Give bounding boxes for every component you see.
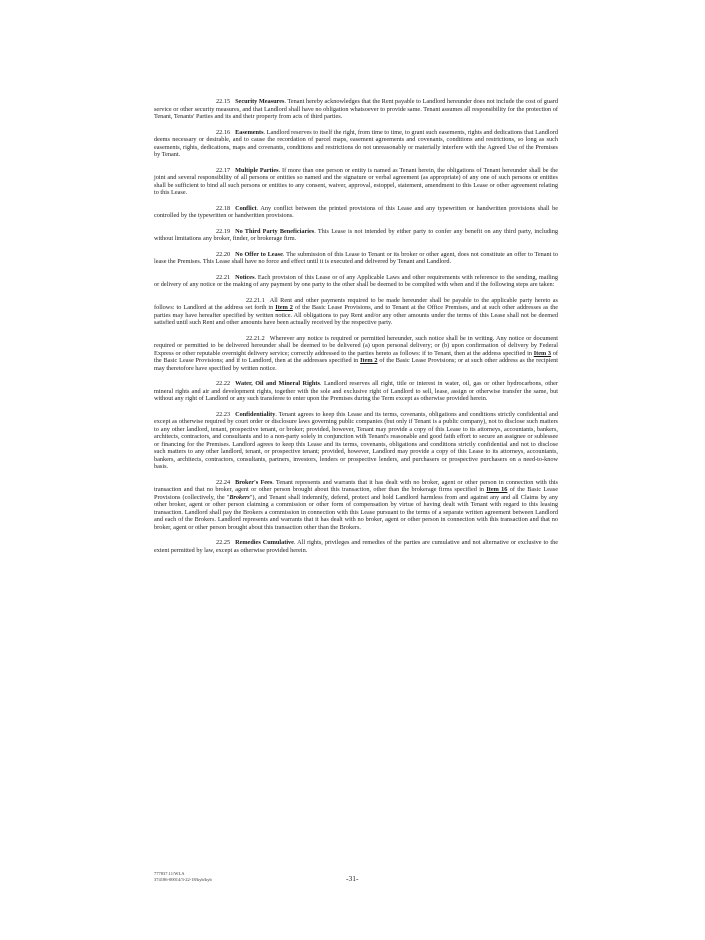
section-22-23: [154, 411, 558, 471]
section-text: . The submission of this Lease to Tenant or its broker or other agent, does not constitute an offer to Tenant to lease the Premises. This Lease shall have no force and effect until it is executed and delivered by Tenant and Landlord.: [154, 250, 558, 265]
section-title: Easements: [235, 128, 264, 136]
footer-document-ids: [154, 871, 212, 883]
footer-doc-id: 374186-00014/3-22-18/kyb/kyb: [154, 877, 212, 882]
section-22-18: [154, 205, 558, 220]
section-number: 22.15: [216, 98, 231, 105]
subsection-text: All Rent and other payments required to be made hereunder shall be payable to the applicable party hereto as follows: to Landlord at the address set forth in: [154, 296, 558, 311]
section-22-22: [154, 380, 558, 403]
section-22-24: [154, 479, 558, 532]
page-number: -31-: [346, 874, 359, 883]
section-text: . All rights, privileges and remedies of the parties are cumulative and not alternative or exclusive to the extent permitted by law, except as otherwise provided herein.: [154, 539, 558, 554]
item-reference: Item 2: [275, 304, 293, 311]
section-text: . Tenant hereby acknowledges that the Rent payable to Landlord hereunder does not include the cost of guard service or other security measures, and that Landlord shall have no obligation whatsoever to provide same. Tenant assumes all responsibility for the protection of Tenant, Tenants' Parties and its and their property from acts of third parties.: [154, 98, 558, 120]
section-number: 22.20: [216, 250, 231, 258]
item-reference: Item 16: [486, 486, 508, 493]
section-22-21: [154, 274, 558, 289]
section-number: 22.19: [216, 227, 231, 235]
section-number: 22.24: [216, 478, 231, 486]
defined-term: Brokers: [229, 493, 250, 501]
section-title: No Offer to Lease: [235, 250, 283, 258]
section-text: of the Basic Lease Provisions (collectively, the ": [154, 486, 558, 501]
subsection-text: of the Basic Lease Provisions; and if to Landlord, then at the addresses specified in: [154, 349, 558, 364]
section-22-19: [154, 228, 558, 243]
item-reference: Item 3: [533, 349, 552, 357]
section-text: . Tenant represents and warrants that it has dealt with no broker, agent or other person in connection with this transaction and that no broker, agent or other person brought about this transaction, other than the brokerage firms specified in: [154, 478, 558, 493]
section-22-17: [154, 167, 558, 197]
section-number: 22.18: [216, 204, 231, 212]
section-text: . Landlord reserves all right, title or interest in water, oil, gas or other hydrocarbons, other mineral rights and air and development rights, together with the sole and exclusive right of Landlord to sell, lease, assign or otherwise transfer the same, but without any right of Landlord or any such transferee to enter upon the Premises during the Term except as otherwise provided herein.: [154, 380, 558, 402]
subsection-number: 22.21.1: [246, 296, 265, 304]
item-reference: Item 2: [360, 357, 378, 364]
footer-doc-id: 777837.11/WLA: [154, 871, 185, 876]
section-number: 22.21: [216, 273, 231, 281]
section-title: Notices: [235, 273, 255, 281]
subsection-22-21-2: [154, 335, 558, 373]
section-text: . Tenant agrees to keep this Lease and its terms, covenants, obligations and conditions strictly confidential and except as otherwise required by court order or disclosure laws governing public companies (but only if Tenant is a public company), not to disclose such matters to any other landlord, tenant, prospective tenant, or broker; provided, however, Tenant may provide a copy of this Lease to its attorneys, accountants, bankers, architects, contractors, and consultants and to a non-party solely in conjunction with Tenant's reasonable and good faith effort to secure an assignee or sublessee or financing for the Premises. Landlord agrees to keep this Lease and its terms, covenants, obligations and conditions strictly confidential and not to disclose such matters to any other landlord, tenant, or prospective tenant; provided, however, Landlord may provide a copy of this Lease to its attorneys, accountants, bankers, architects, contractors, consultants, partners, investors, lenders or prospective lenders, and purchasers or prospective purchasers on a need-to-know basis.: [154, 410, 558, 470]
section-text: . Any conflict between the printed provisions of this Lease and any typewritten or handwritten provisions shall be controlled by the typewritten or handwritten provisions.: [154, 204, 558, 219]
section-22-15: [154, 98, 558, 121]
section-title: Confidentiality: [235, 410, 276, 418]
document-body: [154, 98, 558, 562]
section-title: Security Measures: [235, 98, 285, 105]
subsection-22-21-1: [154, 297, 558, 327]
subsection-text: of the Basic Lease Provisions; or at such other address as the recipient may theretofore have specified by written notice.: [154, 357, 558, 372]
subsection-text: Wherever any notice is required or permitted hereunder, such notice shall be in writing. Any notice or document required or permitted to be delivered hereunder shall be deemed to be delivered (a) upon personal delivery; or (b) upon confirmation of delivery by Federal Express or other reputable overnight delivery service; correctly addressed to the parties hereto as follows: if to Tenant, then at the address specified in: [154, 334, 558, 357]
section-number: 22.23: [216, 410, 231, 418]
subsection-text: of the Basic Lease Provisions, and to Tenant at the Office Premises, and at such other addresses as the parties may have hereafter specified by written notice. All obligations to pay Rent and/or any other amounts under the terms of this Lease shall not be deemed satisfied until such Rent and other amounts have been actually received by the respective party.: [154, 304, 558, 326]
section-number: 22.17: [216, 166, 231, 174]
section-text: . Each provision of this Lease or of any Applicable Laws and other requirements with reference to the sending, mailing or delivery of any notice or the making of any payment by one party to the other shall be deemed to be complied with when and if the following steps are taken:: [154, 273, 558, 288]
section-22-20: [154, 251, 558, 266]
section-number: 22.25: [216, 539, 231, 546]
section-text: . Landlord reserves to itself the right, from time to time, to grant such easements, rights and dedications that Landlord deems necessary or desirable, and to cause the recordation of parcel maps, easement agreements and covenants, conditions and restrictions, so long as such easements, rights, dedications, maps and covenants, conditions and restrictions do not unreasonably or materially interfere with the Agreed Use of the Premises by Tenant.: [154, 128, 558, 158]
section-22-25: [154, 539, 558, 554]
section-text: "), and Tenant shall indemnify, defend, protect and hold Landlord harmless from and against any and all Claims by any other broker, agent or other person claiming a commission or other form of compensation by virtue of having dealt with Tenant with regard to this leasing transaction. Landlord shall pay the Brokers a commission in connection with this Lease pursuant to the terms of a separate written agreement between Landlord and each of the Brokers. Landlord represents and warrants that it has dealt with no broker, agent or other person in connection with this transaction and that no broker, agent or other person brought about this transaction other than the Brokers.: [154, 493, 558, 531]
section-text: . If more than one person or entity is named as Tenant herein, the obligations of Tenant hereunder shall be the joint and several responsibility of all persons or entities so named and the signature or verbal agreement (as appropriate) of any one of such persons or entities shall be sufficient to bind all such persons or entities to any consent, waiver, approval, estoppel, statement, amendment to this Lease or other agreement relating to this Lease.: [154, 166, 558, 196]
section-number: 22.22: [216, 380, 231, 387]
section-title: Broker's Fees: [235, 478, 273, 486]
section-title: No Third Party Beneficiaries: [235, 227, 315, 235]
section-number: 22.16: [216, 128, 231, 136]
section-title: Remedies Cumulative: [235, 539, 294, 546]
section-text: . This Lease is not intended by either party to confer any benefit on any third party, including without limitations any broker, finder, or brokerage firm.: [154, 227, 558, 242]
section-title: Conflict: [235, 204, 257, 212]
subsection-number: 22.21.2: [246, 334, 265, 342]
section-22-16: [154, 129, 558, 159]
section-title: Water, Oil and Mineral Rights: [235, 380, 320, 387]
section-title: Multiple Parties: [235, 166, 279, 174]
